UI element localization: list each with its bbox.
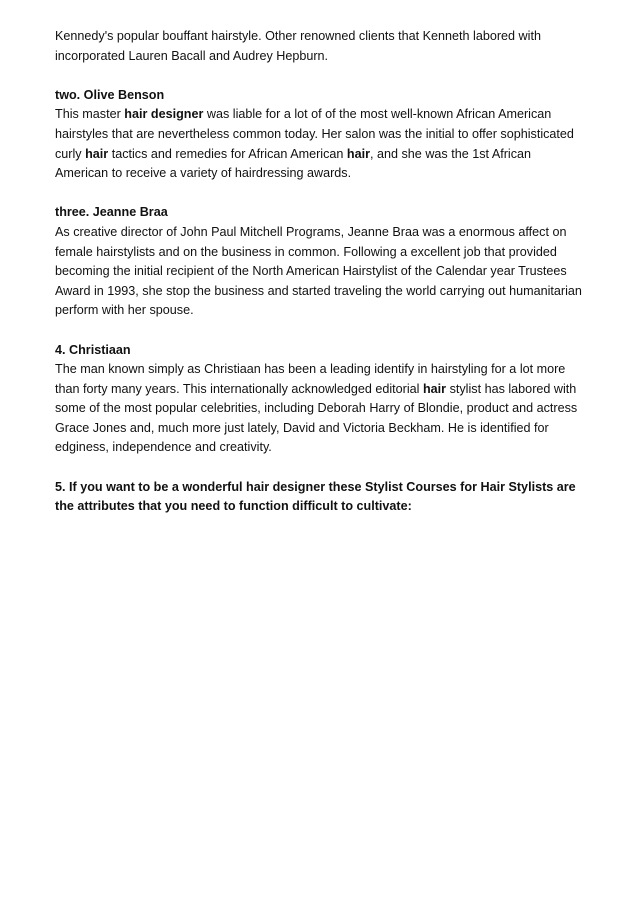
body-text: The man known simply as Christiaan has been a leading identify in hairstyling for a lot more than forty many years. This internationally acknowledged editorial — [55, 362, 566, 396]
section-body — [55, 362, 577, 454]
document-page — [55, 27, 585, 536]
body-text: stylist has labored with some of the most popular celebrities, including Deborah Harry of Blondie, product and actress Grace Jones and, much more just lately, David and Victoria Beckham. He is identified for edginess, independence and creativity. — [55, 381, 578, 455]
body-text: was liable for a lot of of the most well-known African American hairstyles that are nevertheless common today. Her salon was the initial to offer sophisticated curly — [55, 107, 574, 161]
body-bold-text: hair — [422, 381, 447, 396]
intro-paragraph: Kennedy's popular bouffant hairstyle. Other renowned clients that Kenneth labored with incorporated Lauren Bacall and Audrey Hepburn. — [55, 29, 541, 63]
section-olive-benson — [55, 86, 585, 184]
section-heading: two. Olive Benson — [55, 87, 165, 102]
section-christiaan — [55, 341, 585, 459]
body-bold-text: hair — [85, 146, 109, 161]
body-text: This master — [55, 107, 125, 122]
closing-section — [55, 478, 585, 517]
body-bold-text: hair designer — [124, 107, 204, 122]
section-body — [55, 107, 574, 180]
closing-heading: 5. If you want to be a wonderful hair designer these Stylist Courses for Hair Stylists are the attributes that you need to function difficult to cultivate: — [55, 479, 576, 514]
section-heading: 4. Christiaan — [55, 342, 131, 357]
body-text: tactics and remedies for African American — [108, 146, 347, 161]
body-text: , and she was the 1st African American to receive a variety of hairdressing awards. — [55, 146, 532, 181]
section-jeanne-braa — [55, 203, 585, 321]
section-heading: three. Jeanne Braa — [55, 205, 168, 220]
section-body: As creative director of John Paul Mitchell Programs, Jeanne Braa was a enormous affect on female hairstylists and on the business in common. Following a excellent job that provided becoming the initial recipient of the North American Hairstylist of the Calendar year Trustees Award in 1993, she stop the business and started traveling the world carrying out humanitarian perform with her spouse. — [55, 224, 582, 318]
body-bold-text: hair — [346, 146, 370, 161]
